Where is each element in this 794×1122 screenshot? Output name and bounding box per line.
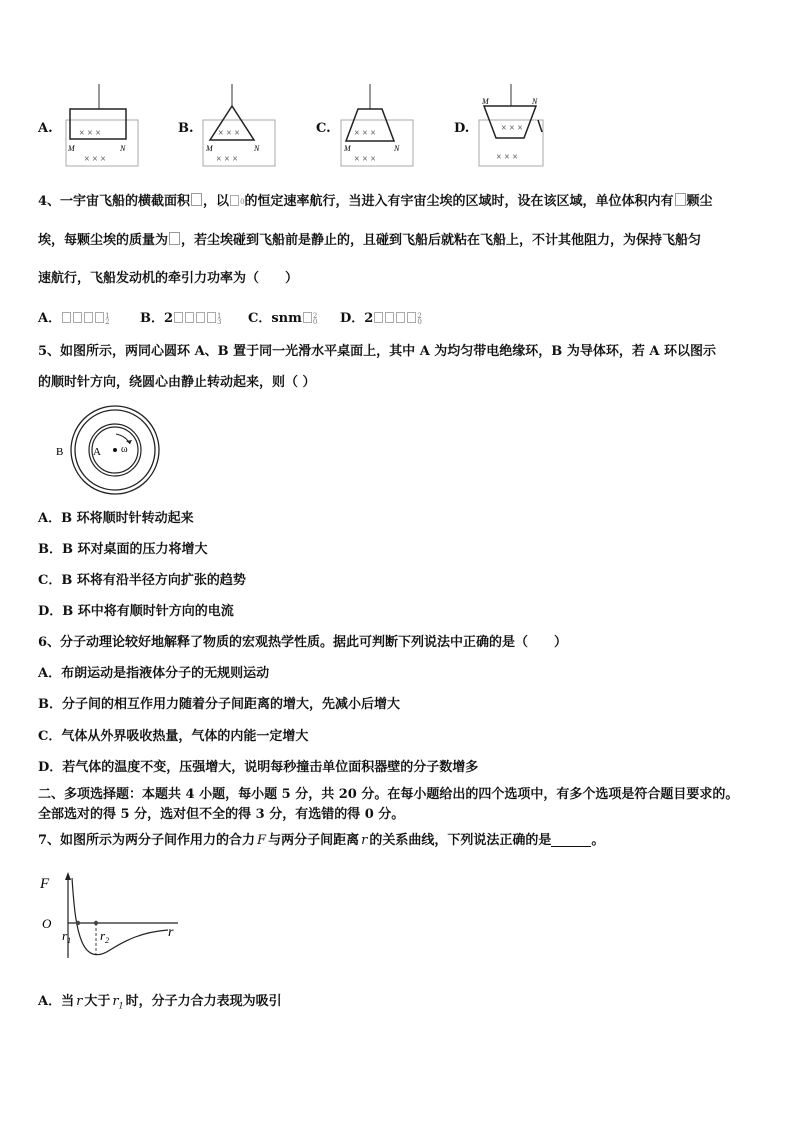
var-n-placeholder	[675, 193, 686, 206]
label-a: A	[93, 446, 101, 458]
q4-stem-line-1: 4、一宇宙飞船的横截面积 ，以 0的恒定速率航行，当进入有宇宙尘埃的区域时，设在该区域，单位体积内有 颗尘	[38, 194, 713, 209]
field-symbols-bottom: × × ×	[216, 154, 238, 165]
formula-placeholder	[374, 312, 383, 323]
field-symbols-top: × × ×	[79, 128, 101, 139]
answer-blank[interactable]	[551, 834, 591, 847]
label-m: M	[68, 144, 75, 153]
field-symbols-top: × × ×	[501, 123, 523, 134]
label-omega: ω	[121, 444, 128, 455]
var-v0-placeholder	[230, 195, 239, 206]
field-region	[203, 120, 275, 166]
q5-option-d[interactable]: D．B 环中将有顺时针方向的电流	[38, 604, 234, 619]
section-2-heading-line-2: 全部选对的得 5 分，选对但不全的得 3 分，有选错的得 0 分。	[38, 807, 405, 822]
q5-stem-line-2: 的顺时针方向，绕圆心由静止转动起来，则（ ）	[38, 375, 316, 390]
formula-placeholder	[185, 312, 194, 323]
formula-fraction: 2 0	[312, 311, 318, 326]
y-axis-label: F	[40, 876, 50, 892]
label-n: N	[532, 97, 538, 106]
q5-option-c[interactable]: C．B 环将有沿半径方向扩张的趋势	[38, 573, 246, 588]
var-v0-subscript: 0	[240, 197, 245, 206]
formula-placeholder	[95, 312, 104, 323]
y-axis-arrow	[65, 872, 71, 880]
q6-option-a[interactable]: A．布朗运动是指液体分子的无规则运动	[38, 666, 270, 681]
q4-option-d[interactable]: D．2 2 0	[340, 311, 422, 326]
formula-placeholder	[174, 312, 183, 323]
rotation-arrow	[116, 434, 130, 444]
q3-figure-c	[338, 84, 418, 170]
q3-option-b-letter[interactable]: B.	[178, 121, 194, 136]
q6-option-d[interactable]: D．若气体的温度不变，压强增大，说明每秒撞击单位面积器壁的分子数增多	[38, 760, 479, 775]
q3-option-a-letter[interactable]: A.	[38, 121, 53, 136]
r2-label: $r_2$	[100, 928, 110, 945]
q5-concentric-rings-figure	[52, 400, 172, 500]
center-dot	[113, 448, 117, 452]
origin-label: O	[42, 916, 52, 931]
q3-option-d-letter[interactable]: D.	[454, 121, 470, 136]
field-symbols-bottom: × × ×	[496, 152, 518, 163]
q3-options-row	[0, 80, 794, 170]
q3-figure-a	[62, 84, 142, 170]
q6-stem: 6、分子动理论较好地解释了物质的宏观热学性质。据此可判断下列说法中正确的是（ ）	[38, 635, 568, 650]
section-2-heading-line-1: 二、多项选择题：本题共 4 小题，每小题 5 分，共 20 分。在每小题给出的四个选项中，有多个选项是符合题目要求的。	[38, 787, 739, 802]
x-axis-label: r	[168, 925, 174, 940]
formula-placeholder	[396, 312, 405, 323]
field-symbols-top: × × ×	[354, 128, 376, 139]
label-b: B	[56, 446, 64, 458]
formula-placeholder	[407, 312, 416, 323]
q7-force-distance-graph	[38, 868, 188, 968]
q5-stem-line-1: 5、如图所示，两同心圆环 A、B 置于同一光滑水平桌面上，其中 A 为均匀带电绝缘环，B 为导体环，若 A 环以图示	[38, 344, 716, 359]
label-m: M	[344, 144, 351, 153]
field-symbols-bottom: × × ×	[354, 154, 376, 165]
label-m: M	[482, 97, 489, 106]
formula-placeholder	[73, 312, 82, 323]
formula-fraction: 2 0	[417, 311, 422, 326]
r1-label: $r_1$	[62, 928, 72, 945]
label-m: M	[206, 144, 213, 153]
label-n: N	[120, 144, 126, 153]
formula-fraction: 1 3	[217, 311, 222, 326]
field-symbols-top: × × ×	[218, 128, 240, 139]
force-curve	[72, 878, 168, 955]
formula-placeholder	[385, 312, 394, 323]
q7-stem: 7、如图所示为两分子间作用力的合力 F 与两分子间距离 r 的关系曲线，下列说法正确的是 。	[38, 833, 605, 848]
q3-option-c-letter[interactable]: C.	[316, 121, 331, 136]
var-s-placeholder	[191, 193, 202, 206]
q5-option-b[interactable]: B．B 环对桌面的压力将增大	[38, 542, 208, 557]
formula-placeholder	[62, 312, 71, 323]
formula-placeholder	[196, 312, 205, 323]
formula-placeholder	[207, 312, 216, 323]
q4-option-a[interactable]: A． 1 2	[38, 311, 110, 326]
formula-placeholder	[84, 312, 93, 323]
var-m-placeholder	[169, 232, 180, 245]
loop-tail	[538, 120, 542, 132]
q4-stem-line-2: 埃，每颗尘埃的质量为 ，若尘埃碰到飞船前是静止的，且碰到飞船后就粘在飞船上，不计其他阻力，为保持飞船匀	[38, 233, 702, 248]
q4-stem-line-3: 速航行，飞船发动机的牵引力功率为（ ）	[38, 271, 299, 286]
label-n: N	[394, 144, 400, 153]
q4-option-c[interactable]: C．snm 2 0	[248, 311, 318, 326]
formula-fraction: 1 2	[105, 311, 110, 326]
q6-option-b[interactable]: B．分子间的相互作用力随着分子间距离的增大，先减小后增大	[38, 697, 400, 712]
formula-placeholder	[303, 312, 312, 323]
field-symbols-bottom: × × ×	[84, 154, 106, 165]
q3-figure-b	[200, 84, 280, 170]
q7-option-a[interactable]: A．当 r 大于 $r_1$ 时，分子力合力表现为吸引	[38, 994, 282, 1011]
q3-figure-d	[476, 84, 556, 170]
q5-option-a[interactable]: A．B 环将顺时针转动起来	[38, 511, 194, 526]
q6-option-c[interactable]: C．气体从外界吸收热量，气体的内能一定增大	[38, 729, 309, 744]
r1-point	[76, 921, 80, 925]
q4-option-b[interactable]: B．2 1 3	[140, 311, 222, 326]
label-n: N	[254, 144, 260, 153]
